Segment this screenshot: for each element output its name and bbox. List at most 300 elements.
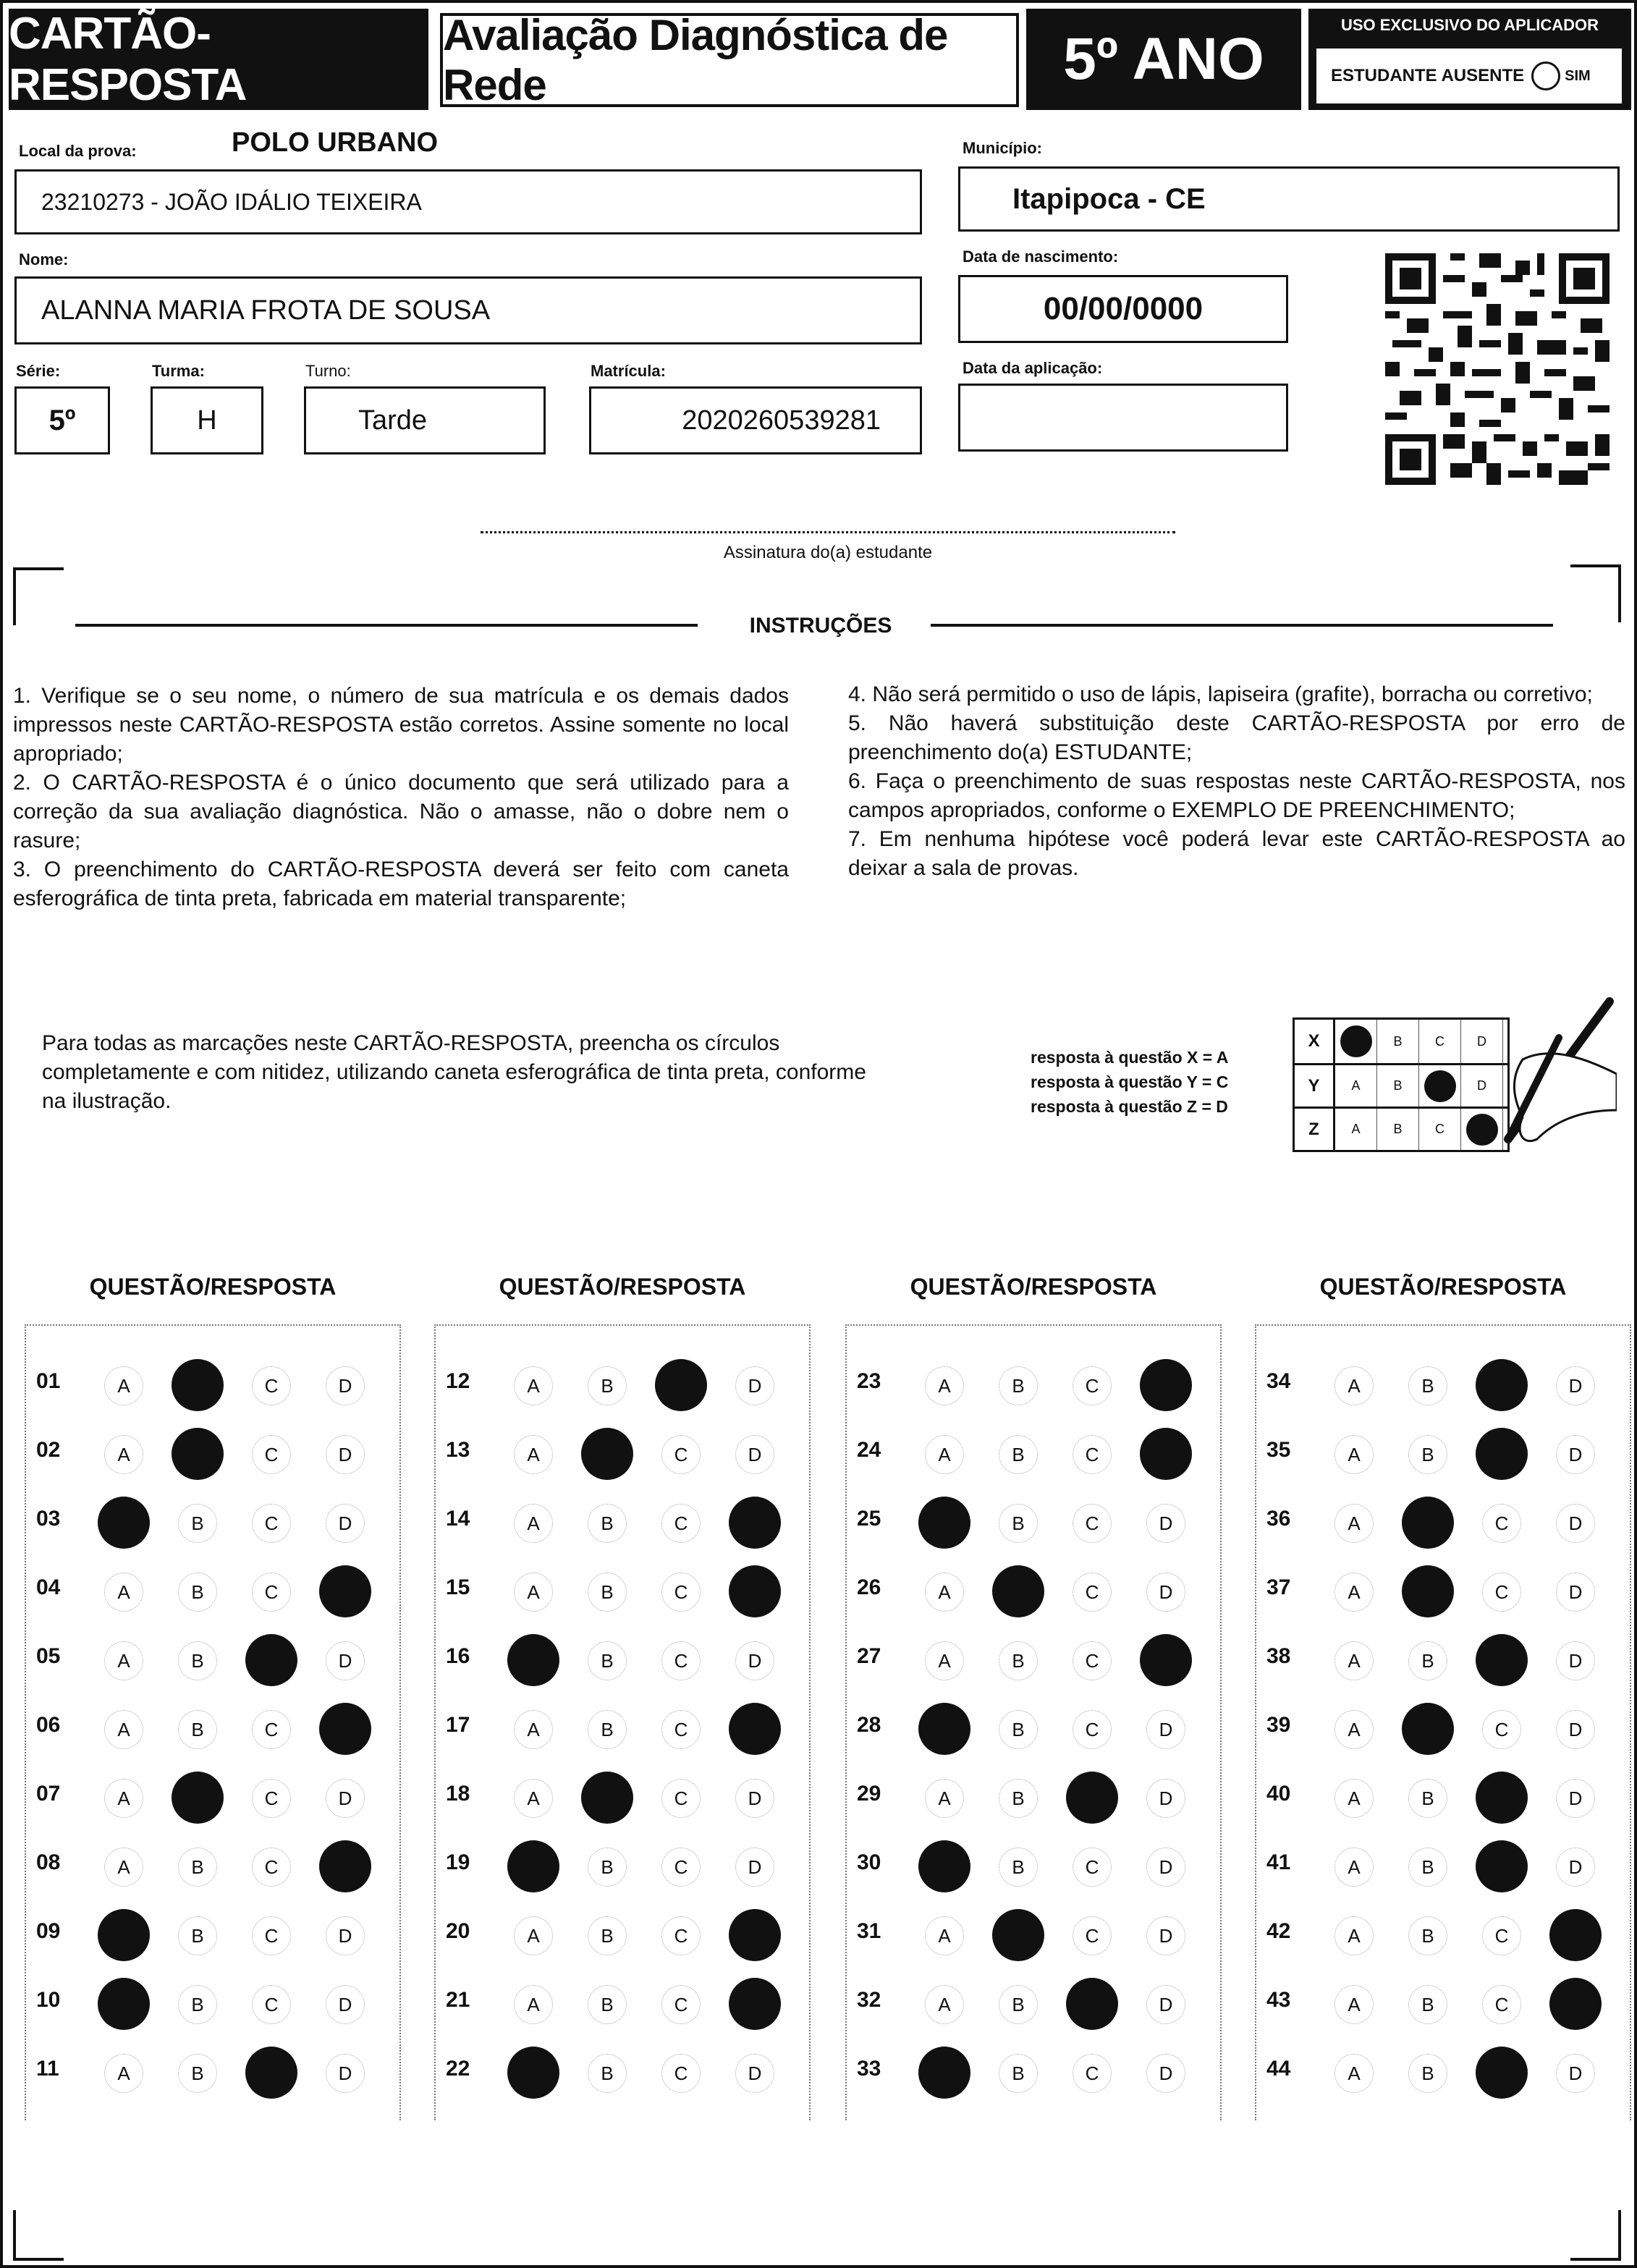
example-label: resposta à questão Z = D (1031, 1097, 1228, 1116)
answer-bubble[interactable]: B (999, 1435, 1038, 1474)
answer-bubble-filled[interactable] (1549, 1909, 1602, 1961)
question-number: 41 (1266, 1850, 1291, 1874)
answer-bubble[interactable]: A (1334, 1710, 1374, 1749)
answer-bubble[interactable]: C (661, 1985, 701, 2024)
nome-value: ALANNA MARIA FROTA DE SOUSA (41, 295, 491, 326)
answer-bubble[interactable]: C (252, 1435, 291, 1474)
answer-bubble[interactable]: A (514, 1366, 553, 1405)
answer-bubble-filled[interactable] (1140, 1359, 1192, 1411)
question-row (26, 2042, 399, 2100)
answer-bubble[interactable]: C (1482, 1710, 1521, 1749)
answer-bubble-filled[interactable] (729, 1497, 781, 1549)
question-number: 43 (1266, 1988, 1291, 2012)
answer-bubble[interactable]: A (1334, 2054, 1374, 2093)
question-row (436, 1698, 809, 1756)
answer-bubble-filled[interactable] (172, 1359, 224, 1411)
answer-bubble[interactable]: B (1408, 1641, 1447, 1680)
answer-bubble[interactable]: D (326, 1435, 365, 1474)
example-option: C (1419, 1109, 1461, 1150)
answer-bubble[interactable]: C (1482, 1504, 1521, 1543)
answers-column (434, 1324, 811, 2120)
answer-bubble-filled[interactable] (507, 1840, 559, 1892)
example-label: resposta à questão Y = C (1031, 1072, 1229, 1091)
answer-bubble[interactable]: B (178, 1710, 217, 1749)
answer-bubble[interactable]: D (326, 1366, 365, 1405)
answer-bubble[interactable]: C (252, 1985, 291, 2024)
answer-bubble-filled[interactable] (172, 1428, 224, 1480)
question-row (1256, 1630, 1630, 1688)
answer-bubble-filled[interactable] (319, 1840, 371, 1892)
answer-bubble[interactable]: B (999, 1779, 1038, 1818)
answer-bubble[interactable]: C (1482, 1985, 1521, 2024)
answer-bubble-filled[interactable] (1549, 1978, 1602, 2030)
answer-bubble[interactable]: B (999, 1985, 1038, 2024)
answer-bubble[interactable]: B (588, 1366, 627, 1405)
question-number: 18 (446, 1782, 470, 1806)
answer-bubble[interactable]: D (735, 1641, 774, 1680)
answer-bubble[interactable]: D (1146, 1504, 1185, 1543)
nascimento-field (958, 275, 1288, 343)
question-row (436, 1630, 809, 1688)
answers-column (1255, 1324, 1631, 2120)
answer-bubble[interactable]: A (514, 1573, 553, 1612)
answer-bubble[interactable]: C (252, 1848, 291, 1887)
question-number: 13 (446, 1438, 470, 1462)
answer-bubble[interactable]: A (104, 1779, 143, 1818)
card-title: CARTÃO-RESPOSTA (9, 9, 428, 110)
question-number: 42 (1266, 1919, 1291, 1943)
matricula-value: 2020260539281 (682, 405, 881, 436)
answer-bubble[interactable]: D (1146, 1573, 1185, 1612)
instructions-rule-left (75, 624, 698, 627)
question-row (26, 1630, 399, 1688)
answer-bubble[interactable]: B (588, 1504, 627, 1543)
answer-bubble[interactable]: A (1334, 1916, 1374, 1955)
answer-bubble[interactable]: C (1482, 1573, 1521, 1612)
answer-bubble[interactable]: B (999, 1710, 1038, 1749)
answer-bubble[interactable]: A (925, 1641, 964, 1680)
answer-bubble-filled[interactable] (581, 1772, 633, 1824)
answer-bubble[interactable]: D (1556, 1573, 1595, 1612)
answer-bubble-filled[interactable] (1476, 1772, 1528, 1824)
answer-bubble[interactable]: C (1073, 1366, 1112, 1405)
signature-line[interactable] (481, 531, 1175, 533)
answer-bubble[interactable]: D (1556, 1435, 1595, 1474)
question-number: 12 (446, 1369, 470, 1393)
answer-bubble-filled[interactable] (1140, 1428, 1192, 1480)
answer-bubble[interactable]: A (1334, 1779, 1374, 1818)
serie-value: 5º (48, 404, 76, 436)
answer-bubble-filled[interactable] (581, 1428, 633, 1480)
question-row (26, 1698, 399, 1756)
answer-bubble[interactable]: D (735, 1435, 774, 1474)
answer-bubble-filled[interactable] (1140, 1634, 1192, 1686)
question-row (436, 1423, 809, 1481)
answer-bubble[interactable]: A (925, 1779, 964, 1818)
answer-bubble[interactable]: C (252, 1710, 291, 1749)
question-row (26, 1492, 399, 1550)
question-row (1256, 1905, 1630, 1963)
answer-bubble[interactable]: A (104, 1710, 143, 1749)
question-number: 35 (1266, 1438, 1291, 1462)
answer-bubble[interactable]: C (252, 1779, 291, 1818)
answer-bubble[interactable]: B (178, 1504, 217, 1543)
question-row (1256, 1561, 1630, 1619)
question-number: 33 (857, 2057, 881, 2081)
instruction-item: 7. Em nenhuma hipótese você poderá levar este CARTÃO-RESPOSTA ao deixar a sala de provas. (848, 827, 1625, 880)
answer-bubble[interactable]: D (326, 2054, 365, 2093)
answer-bubble[interactable]: D (735, 1366, 774, 1405)
school-value: 23210273 - JOÃO IDÁLIO TEIXEIRA (41, 188, 422, 215)
signature-label: Assinatura do(a) estudante (723, 543, 933, 562)
question-number: 40 (1266, 1782, 1291, 1806)
example-option: C (1419, 1020, 1461, 1063)
answer-bubble[interactable]: C (661, 1641, 701, 1680)
answer-bubble[interactable]: B (178, 1985, 217, 2024)
answer-bubble[interactable]: C (661, 1573, 701, 1612)
turma-field (151, 386, 263, 454)
answer-bubble-filled[interactable] (98, 1909, 150, 1961)
answer-bubble[interactable]: B (999, 2054, 1038, 2093)
frame-corner-top-right (1570, 564, 1621, 622)
absent-checkbox[interactable] (1531, 62, 1560, 90)
qr-code (1385, 253, 1609, 485)
question-number: 14 (446, 1507, 470, 1531)
answer-bubble[interactable]: B (588, 1641, 627, 1680)
answer-bubble-filled[interactable] (729, 1978, 781, 2030)
answer-bubble-filled[interactable] (507, 1634, 559, 1686)
question-number: 10 (36, 1988, 61, 2012)
answer-bubble-filled[interactable] (1066, 1772, 1118, 1824)
local-value: POLO URBANO (232, 127, 438, 158)
answer-bubble-filled[interactable] (172, 1772, 224, 1824)
answer-bubble[interactable]: A (104, 1366, 143, 1405)
answer-bubble[interactable]: C (1073, 1641, 1112, 1680)
question-row (1256, 1423, 1630, 1481)
answer-bubble-filled[interactable] (245, 2047, 297, 2099)
answer-bubble-filled[interactable] (1476, 1428, 1528, 1480)
answer-bubble[interactable]: A (1334, 1985, 1374, 2024)
question-row (26, 1973, 399, 2031)
question-number: 30 (857, 1850, 881, 1874)
absent-student-label: ESTUDANTE AUSENTE (1331, 66, 1525, 85)
instruction-item: 2. O CARTÃO-RESPOSTA é o único documento que será utilizado para a correção da sua avaliação diagnóstica. Não o amasse, não o dobre nem o rasure; (13, 771, 789, 852)
answer-bubble[interactable]: C (661, 2054, 701, 2093)
answer-bubble[interactable]: A (104, 1848, 143, 1887)
evaluation-title: Avaliação Diagnóstica de Rede (440, 13, 1019, 107)
answer-bubble[interactable]: A (925, 1916, 964, 1955)
answer-bubble-filled[interactable] (1402, 1703, 1454, 1755)
answer-bubble-filled[interactable] (98, 1978, 150, 2030)
answer-bubble[interactable]: A (925, 1985, 964, 2024)
answer-bubble[interactable]: A (1334, 1573, 1374, 1612)
answer-bubble[interactable]: D (326, 1504, 365, 1543)
example-option: B (1377, 1109, 1419, 1150)
answer-bubble[interactable]: C (661, 1504, 701, 1543)
answer-bubble[interactable]: C (252, 1366, 291, 1405)
answer-bubble[interactable]: A (514, 1779, 553, 1818)
answer-bubble[interactable]: A (514, 1916, 553, 1955)
instructions-rule-right (931, 624, 1553, 627)
answer-bubble[interactable]: C (252, 1573, 291, 1612)
answer-bubble[interactable]: D (1556, 1710, 1595, 1749)
municipio-field (958, 166, 1620, 232)
question-number: 39 (1266, 1713, 1291, 1737)
answer-bubble-filled[interactable] (918, 1840, 970, 1892)
answer-bubble[interactable]: B (999, 1848, 1038, 1887)
answer-bubble[interactable]: A (925, 1366, 964, 1405)
answer-bubble[interactable]: C (1482, 1916, 1521, 1955)
answer-bubble[interactable]: A (514, 1504, 553, 1543)
question-row (1256, 1355, 1630, 1413)
question-number: 04 (36, 1575, 61, 1599)
answer-bubble-filled[interactable] (729, 1909, 781, 1961)
answer-bubble[interactable]: B (178, 1848, 217, 1887)
answer-bubble[interactable]: B (178, 2054, 217, 2093)
answer-bubble[interactable]: B (588, 1985, 627, 2024)
answer-bubble-filled[interactable] (1476, 2047, 1528, 2099)
question-row (436, 1492, 809, 1550)
turma-value: H (197, 405, 217, 436)
example-label: resposta à questão X = A (1031, 1048, 1229, 1067)
answer-bubble[interactable]: C (661, 1848, 701, 1887)
aplicacao-label: Data da aplicação: (963, 359, 1103, 377)
answer-bubble[interactable]: B (1408, 1985, 1447, 2024)
question-row (847, 1630, 1220, 1688)
frame-corner-top-left (13, 567, 64, 625)
answer-bubble[interactable]: B (1408, 1366, 1447, 1405)
answer-bubble[interactable]: A (1334, 1366, 1374, 1405)
question-row (847, 2042, 1220, 2100)
answer-bubble[interactable]: A (925, 1435, 964, 1474)
answer-bubble[interactable]: B (1408, 2054, 1447, 2093)
answer-bubble[interactable]: B (178, 1573, 217, 1612)
question-number: 06 (36, 1713, 61, 1737)
answer-bubble[interactable]: A (1334, 1641, 1374, 1680)
answer-bubble[interactable]: D (1146, 1710, 1185, 1749)
question-row (436, 1767, 809, 1825)
answers-column-title: QUESTÃO/RESPOSTA (499, 1274, 746, 1300)
answer-bubble[interactable]: C (661, 1916, 701, 1955)
nome-field (14, 276, 922, 344)
question-number: 08 (36, 1850, 61, 1874)
answer-bubble-filled[interactable] (98, 1497, 150, 1549)
answer-bubble[interactable]: B (999, 1504, 1038, 1543)
answer-bubble[interactable]: C (252, 1916, 291, 1955)
answer-bubble[interactable]: A (104, 1435, 143, 1474)
answer-bubble[interactable]: D (1146, 1848, 1185, 1887)
question-number: 07 (36, 1782, 61, 1806)
question-number: 02 (36, 1438, 61, 1462)
answer-bubble[interactable]: D (1146, 1779, 1185, 1818)
answer-bubble-filled[interactable] (729, 1565, 781, 1617)
answer-bubble[interactable]: B (588, 1710, 627, 1749)
question-row (847, 1973, 1220, 2031)
answer-bubble[interactable]: D (1556, 1848, 1595, 1887)
answer-bubble-filled[interactable] (319, 1565, 371, 1617)
nascimento-value: 00/00/0000 (1043, 291, 1204, 326)
answer-bubble[interactable]: D (326, 1985, 365, 2024)
example-question-key: X (1295, 1020, 1335, 1063)
answer-bubble[interactable]: C (1073, 1848, 1112, 1887)
question-number: 31 (857, 1919, 881, 1943)
answers-column (25, 1324, 401, 2120)
answer-bubble[interactable]: C (1073, 2054, 1112, 2093)
answer-bubble[interactable]: D (735, 1779, 774, 1818)
answer-bubble[interactable]: B (178, 1916, 217, 1955)
question-number: 37 (1266, 1575, 1291, 1599)
answer-bubble[interactable]: B (1408, 1916, 1447, 1955)
answer-bubble[interactable]: A (104, 1573, 143, 1612)
answer-bubble-filled[interactable] (1066, 1978, 1118, 2030)
question-row (847, 1698, 1220, 1756)
instruction-item: 4. Não será permitido o uso de lápis, lapiseira (grafite), borracha ou corretivo; (848, 682, 1593, 706)
turno-label: Turno: (305, 362, 351, 380)
question-number: 21 (446, 1988, 470, 2012)
answer-bubble[interactable]: A (514, 1985, 553, 2024)
question-row (26, 1423, 399, 1481)
example-option: D (1461, 1065, 1503, 1107)
municipio-label: Município: (963, 139, 1042, 157)
answer-bubble[interactable]: B (588, 1916, 627, 1955)
answer-bubble[interactable]: D (1146, 1916, 1185, 1955)
example-filled-bubble (1424, 1070, 1456, 1102)
example-filled-bubble (1340, 1025, 1372, 1057)
nome-label: Nome: (19, 250, 69, 268)
answer-bubble-filled[interactable] (918, 1497, 970, 1549)
example-option (1419, 1065, 1461, 1107)
answer-bubble[interactable]: A (925, 1573, 964, 1612)
turno-field (304, 386, 546, 454)
answer-bubble[interactable]: D (1556, 1366, 1595, 1405)
answer-bubble[interactable]: D (326, 1641, 365, 1680)
answer-bubble[interactable]: D (1556, 1641, 1595, 1680)
answer-bubble-filled[interactable] (729, 1703, 781, 1755)
answer-bubble[interactable]: C (1073, 1504, 1112, 1543)
answers-column-title: QUESTÃO/RESPOSTA (1319, 1274, 1567, 1300)
answer-bubble[interactable]: A (104, 1641, 143, 1680)
answers-column-title: QUESTÃO/RESPOSTA (89, 1274, 337, 1300)
question-number: 44 (1266, 2057, 1291, 2081)
answer-bubble[interactable]: C (1073, 1435, 1112, 1474)
question-row (1256, 1973, 1630, 2031)
answer-bubble[interactable]: A (1334, 1435, 1374, 1474)
answer-bubble[interactable]: A (104, 2054, 143, 2093)
pen-hand-icon (1472, 994, 1617, 1161)
answer-bubble-filled[interactable] (992, 1565, 1044, 1617)
turma-label: Turma: (152, 362, 205, 380)
answer-bubble-filled[interactable] (245, 1634, 297, 1686)
answer-bubble[interactable]: B (588, 1848, 627, 1887)
question-row (26, 1355, 399, 1413)
answer-bubble[interactable]: C (1073, 1710, 1112, 1749)
question-number: 28 (857, 1713, 881, 1737)
answer-bubble[interactable]: B (588, 2054, 627, 2093)
answer-bubble[interactable]: D (1146, 2054, 1185, 2093)
answer-bubble[interactable]: C (1073, 1573, 1112, 1612)
answer-bubble[interactable]: A (1334, 1848, 1374, 1887)
question-row (847, 1561, 1220, 1619)
frame-corner-bottom-left (13, 2210, 64, 2261)
answer-bubble[interactable]: B (178, 1641, 217, 1680)
answer-bubble-filled[interactable] (1476, 1840, 1528, 1892)
answers-column (845, 1324, 1222, 2120)
question-number: 38 (1266, 1644, 1291, 1668)
answer-bubble-filled[interactable] (655, 1359, 707, 1411)
answer-bubble-filled[interactable] (1476, 1359, 1528, 1411)
question-row (1256, 1698, 1630, 1756)
aplicacao-field[interactable] (958, 384, 1288, 452)
answer-bubble-filled[interactable] (1402, 1565, 1454, 1617)
answer-bubble[interactable]: D (1556, 2054, 1595, 2093)
question-number: 17 (446, 1713, 470, 1737)
question-number: 19 (446, 1850, 470, 1874)
answer-bubble[interactable]: B (1408, 1779, 1447, 1818)
answer-bubble[interactable]: C (661, 1710, 701, 1749)
grade-badge: 5º ANO (1026, 9, 1301, 110)
answer-bubble[interactable]: B (588, 1573, 627, 1612)
answer-bubble[interactable]: C (252, 1504, 291, 1543)
answer-bubble[interactable]: C (661, 1435, 701, 1474)
applicator-only-title: USO EXCLUSIVO DO APLICADOR (1340, 16, 1599, 34)
answer-bubble-filled[interactable] (918, 2047, 970, 2099)
answer-bubble[interactable]: A (514, 1435, 553, 1474)
answer-bubble-filled[interactable] (992, 1909, 1044, 1961)
answer-bubble[interactable]: B (999, 1641, 1038, 1680)
answer-bubble[interactable]: C (1073, 1916, 1112, 1955)
answer-bubble[interactable]: A (1334, 1504, 1374, 1543)
question-row (26, 1561, 399, 1619)
applicator-only-panel (1308, 9, 1631, 110)
question-number: 22 (446, 2057, 470, 2081)
question-row (1256, 1492, 1630, 1550)
answer-bubble-filled[interactable] (1402, 1497, 1454, 1549)
question-number: 36 (1266, 1507, 1291, 1531)
answer-bubble[interactable]: D (1146, 1985, 1185, 2024)
answer-bubble[interactable]: D (326, 1916, 365, 1955)
question-number: 05 (36, 1644, 61, 1668)
question-number: 01 (36, 1369, 61, 1393)
answer-bubble-filled[interactable] (1476, 1634, 1528, 1686)
question-row (847, 1767, 1220, 1825)
answers-column-title: QUESTÃO/RESPOSTA (910, 1274, 1157, 1300)
answer-bubble-filled[interactable] (507, 2047, 559, 2099)
question-row (436, 1905, 809, 1963)
school-field (14, 169, 922, 234)
answer-bubble[interactable]: A (514, 1710, 553, 1749)
answer-bubble[interactable]: D (326, 1779, 365, 1818)
question-number: 34 (1266, 1369, 1291, 1393)
serie-label: Série: (16, 362, 61, 380)
question-row (1256, 1836, 1630, 1894)
question-number: 20 (446, 1919, 470, 1943)
answer-bubble-filled[interactable] (918, 1703, 970, 1755)
question-number: 09 (36, 1919, 61, 1943)
question-number: 27 (857, 1644, 881, 1668)
answer-bubble[interactable]: B (999, 1366, 1038, 1405)
answer-bubble[interactable]: D (735, 2054, 774, 2093)
answer-bubble[interactable]: B (1408, 1435, 1447, 1474)
nascimento-label: Data de nascimento: (963, 247, 1119, 266)
answer-bubble[interactable]: B (1408, 1848, 1447, 1887)
answer-bubble[interactable]: D (1556, 1504, 1595, 1543)
answer-bubble[interactable]: D (1556, 1779, 1595, 1818)
example-option: A (1335, 1109, 1377, 1150)
answer-bubble[interactable]: D (735, 1848, 774, 1887)
question-row (436, 1355, 809, 1413)
answer-bubble[interactable]: C (661, 1779, 701, 1818)
answer-bubble-filled[interactable] (319, 1703, 371, 1755)
